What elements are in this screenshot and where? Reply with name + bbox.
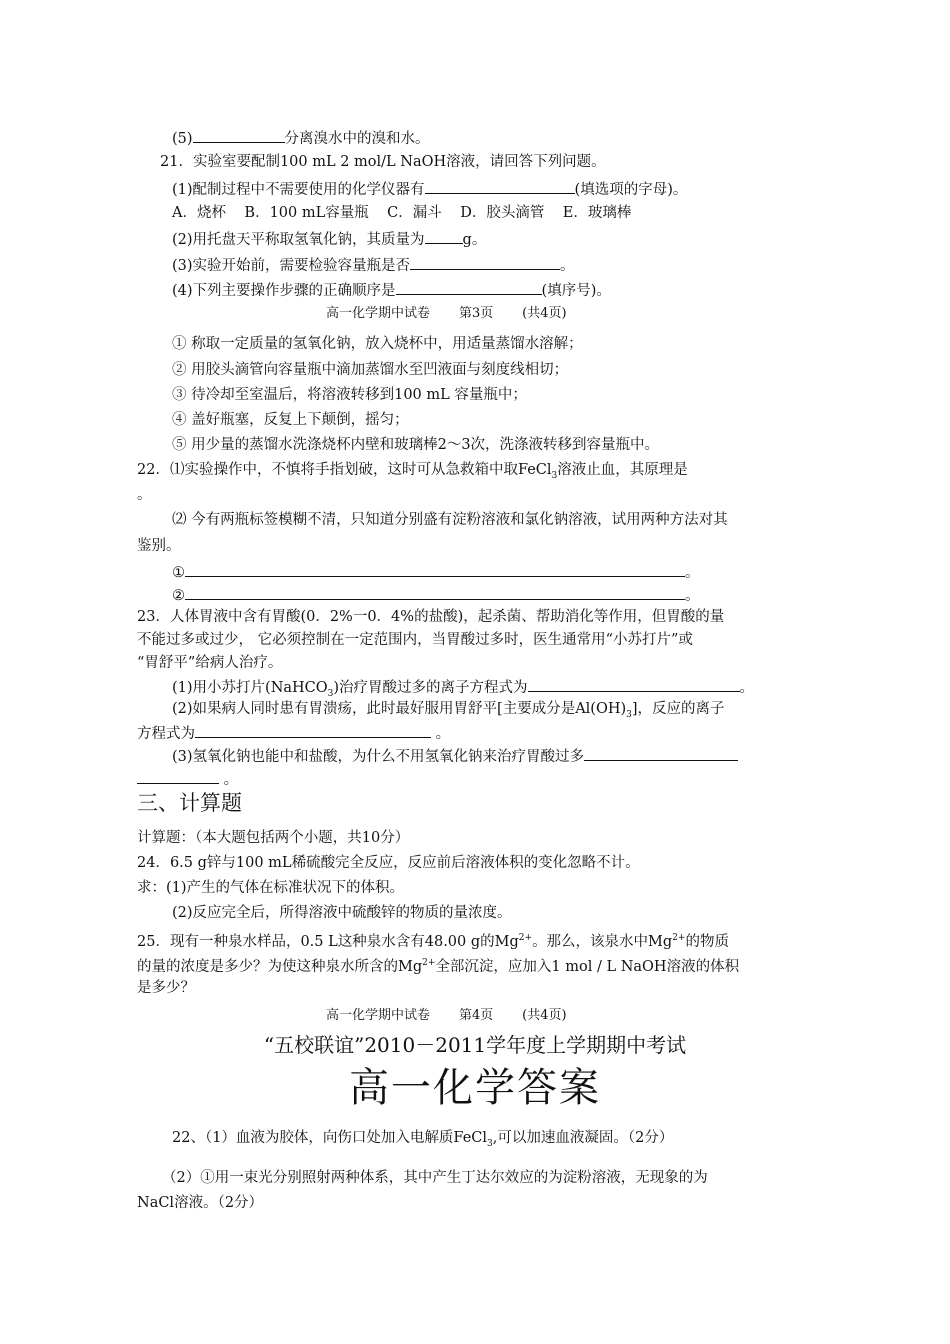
answer-title-line1: “五校联谊”2010－2011学年度上学期期中考试	[263, 1033, 687, 1057]
q23-line2: 不能过多或过少， 它必须控制在一定范围内，当胃酸过多时，医生通常用“小苏打片”或	[137, 632, 693, 648]
superscript: 2+	[422, 958, 436, 968]
q21-part2	[172, 228, 486, 250]
q22-part1-text: 22．⑴实验操作中，不慎将手指划破，这时可从急救箱中取FeCl	[137, 462, 552, 478]
q21-part1-suffix: (填选项的字母)。	[574, 182, 688, 198]
section-intro: 计算题：（本大题包括两个小题，共10分）	[137, 830, 410, 846]
q22-part1-text-end: 溶液止血，其原理是	[557, 462, 688, 478]
footer-page: 第3页	[458, 306, 494, 321]
answer-blank	[425, 178, 575, 194]
answer-text: 22、（1）血液为胶体，向伤口处加入电解质FeCl	[172, 1130, 488, 1146]
q23-part3-text: (3)氢氧化钠也能中和盐酸，为什么不用氢氧化钠来治疗胃酸过多	[172, 749, 585, 765]
q22-part2-line2: 鉴别。	[137, 538, 181, 554]
answer-text: ,可以加速血液凝固。（2分）	[492, 1130, 674, 1146]
q21-step: ② 用胶头滴管向容量瓶中滴加蒸馏水至凹液面与刻度线相切；	[172, 362, 569, 378]
q21-part1-text: (1)配制过程中不需要使用的化学仪器有	[172, 182, 425, 198]
answer-blank	[425, 228, 463, 244]
page-footer-3	[326, 304, 567, 324]
q21-part2-text: (2)用托盘天平称取氢氧化钠，其质量为	[172, 232, 425, 248]
period: 。	[223, 772, 239, 788]
q23-part1-text-end: )治疗胃酸过多的离子方程式为	[333, 680, 528, 696]
q25-line1	[137, 928, 729, 952]
page-footer-4	[326, 1006, 567, 1026]
q20-part5-text: 分离溴水中的溴和水。	[284, 131, 430, 147]
q24-stem: 24．6.5 g锌与100 mL稀硫酸完全反应，反应前后溶液体积的变化忽略不计。	[137, 855, 640, 871]
answer-blank	[528, 676, 740, 692]
answer-22-part2-line2: NaCl溶液。（2分）	[137, 1195, 264, 1211]
q23-part2-text: (2)如果病人同时患有胃溃疡，此时最好服用胃舒平[主要成分是Al(OH)	[172, 701, 627, 717]
q25-text: 。那么，该泉水中Mg	[532, 933, 673, 950]
q25-text: 的物质	[685, 933, 729, 950]
q22-method2	[172, 584, 700, 606]
footer-title: 高一化学期中试卷	[326, 1008, 431, 1023]
section-heading: 三、计算题	[137, 791, 242, 815]
answer-22-part1	[172, 1128, 673, 1154]
q23-part3	[172, 745, 738, 767]
answer-blank	[410, 254, 560, 270]
subscript: 3	[626, 709, 632, 720]
q23-line1: 23．人体胃液中含有胃酸(0．2%一0．4%的盐酸)，起杀菌、帮助消化等作用，但胃酸的量	[137, 609, 725, 625]
q21-part4	[172, 279, 611, 301]
q21-step: ③ 待冷却至室温后，将溶液转移到100 mL 容量瓶中；	[172, 387, 527, 403]
q21-part2-suffix: g。	[462, 232, 487, 248]
answer-blank	[195, 722, 431, 738]
method-marker: ②	[172, 588, 185, 604]
superscript: 2+	[518, 933, 533, 943]
q21-step: ① 称取一定质量的氢氧化钠，放入烧杯中，用适量蒸馏水溶解；	[172, 336, 583, 352]
period: 。	[685, 588, 700, 604]
q25-text: 的量的浓度是多少？为使这种泉水所含的Mg	[137, 958, 423, 975]
answer-blank	[193, 127, 285, 143]
q24-part1: 求：(1)产生的气体在标准状况下的体积。	[137, 880, 405, 896]
q22-part2-line1: ⑵ 今有两瓶标签模糊不清，只知道分别盛有淀粉溶液和氯化钠溶液，试用两种方法对其	[172, 512, 728, 528]
answer-blank	[185, 561, 685, 577]
q21-stem: 21．实验室要配制100 mL 2 mol/L NaOH溶液，请回答下列问题。	[160, 154, 606, 170]
q21-step: ④ 盖好瓶塞，反复上下颠倒，摇匀；	[172, 412, 409, 428]
q23-line3: “胃舒平”给病人治疗。	[137, 655, 283, 671]
q22-part1	[137, 460, 688, 486]
answer-blank	[185, 584, 685, 600]
q21-part3	[172, 254, 575, 276]
footer-title: 高一化学期中试卷	[326, 306, 431, 321]
q22-part1-period: 。	[137, 487, 152, 503]
period: 。	[739, 680, 755, 696]
answer-blank	[396, 279, 542, 295]
q25-line3: 是多少？	[137, 980, 195, 996]
answer-title-main: 高一化学答案	[349, 1065, 601, 1111]
q20-part5	[172, 127, 430, 149]
method-marker: ①	[172, 565, 185, 581]
subscript: 3	[487, 1138, 493, 1149]
q23-part1-text: (1)用小苏打片(NaHCO	[172, 680, 328, 696]
answer-blank	[137, 768, 219, 784]
q24-part2: (2)反应完全后，所得溶液中硫酸锌的物质的量浓度。	[172, 905, 512, 921]
q20-part5-number: (5)	[172, 131, 193, 147]
footer-total: (共4页)	[522, 1008, 567, 1023]
q25-text: 25．现有一种泉水样品，0.5 L这种泉水含有48.00 g的Mg	[137, 933, 519, 950]
q21-step: ⑤ 用少量的蒸馏水洗涤烧杯内壁和玻璃棒2～3次，洗涤液转移到容量瓶中。	[172, 437, 660, 453]
period: 。	[685, 565, 700, 581]
q21-part4-suffix: (填序号)。	[541, 283, 611, 299]
q23-part3-line2	[137, 768, 238, 790]
q23-part2	[172, 699, 725, 725]
superscript: 2+	[672, 933, 686, 943]
footer-total: (共4页)	[522, 306, 567, 321]
q25-line2	[137, 953, 739, 977]
q23-part2-text-end: ]，反应的离子	[631, 701, 725, 717]
q21-part3-text: (3)实验开始前，需要检验容量瓶是否	[172, 258, 411, 274]
q21-part4-text: (4)下列主要操作步骤的正确顺序是	[172, 283, 396, 299]
subscript: 3	[327, 688, 334, 699]
q22-method1	[172, 561, 700, 583]
q23-part2-text2: 方程式为	[137, 726, 195, 742]
q23-part2-line2	[137, 722, 450, 744]
q21-part1	[172, 178, 687, 200]
period: 。	[435, 726, 451, 742]
answer-blank	[584, 745, 738, 761]
answer-22-part2-line1: （2）①用一束光分别照射两种体系，其中产生丁达尔效应的为淀粉溶液，无现象的为	[162, 1170, 708, 1186]
q25-text: 全部沉淀，应加入1 mol / L NaOH溶液的体积	[435, 958, 740, 975]
footer-page: 第4页	[458, 1008, 494, 1023]
subscript: 3	[551, 470, 558, 481]
q21-part3-suffix: 。	[560, 258, 575, 274]
q21-options: A．烧杯 B．100 mL容量瓶 C．漏斗 D．胶头滴管 E．玻璃棒	[172, 205, 632, 221]
